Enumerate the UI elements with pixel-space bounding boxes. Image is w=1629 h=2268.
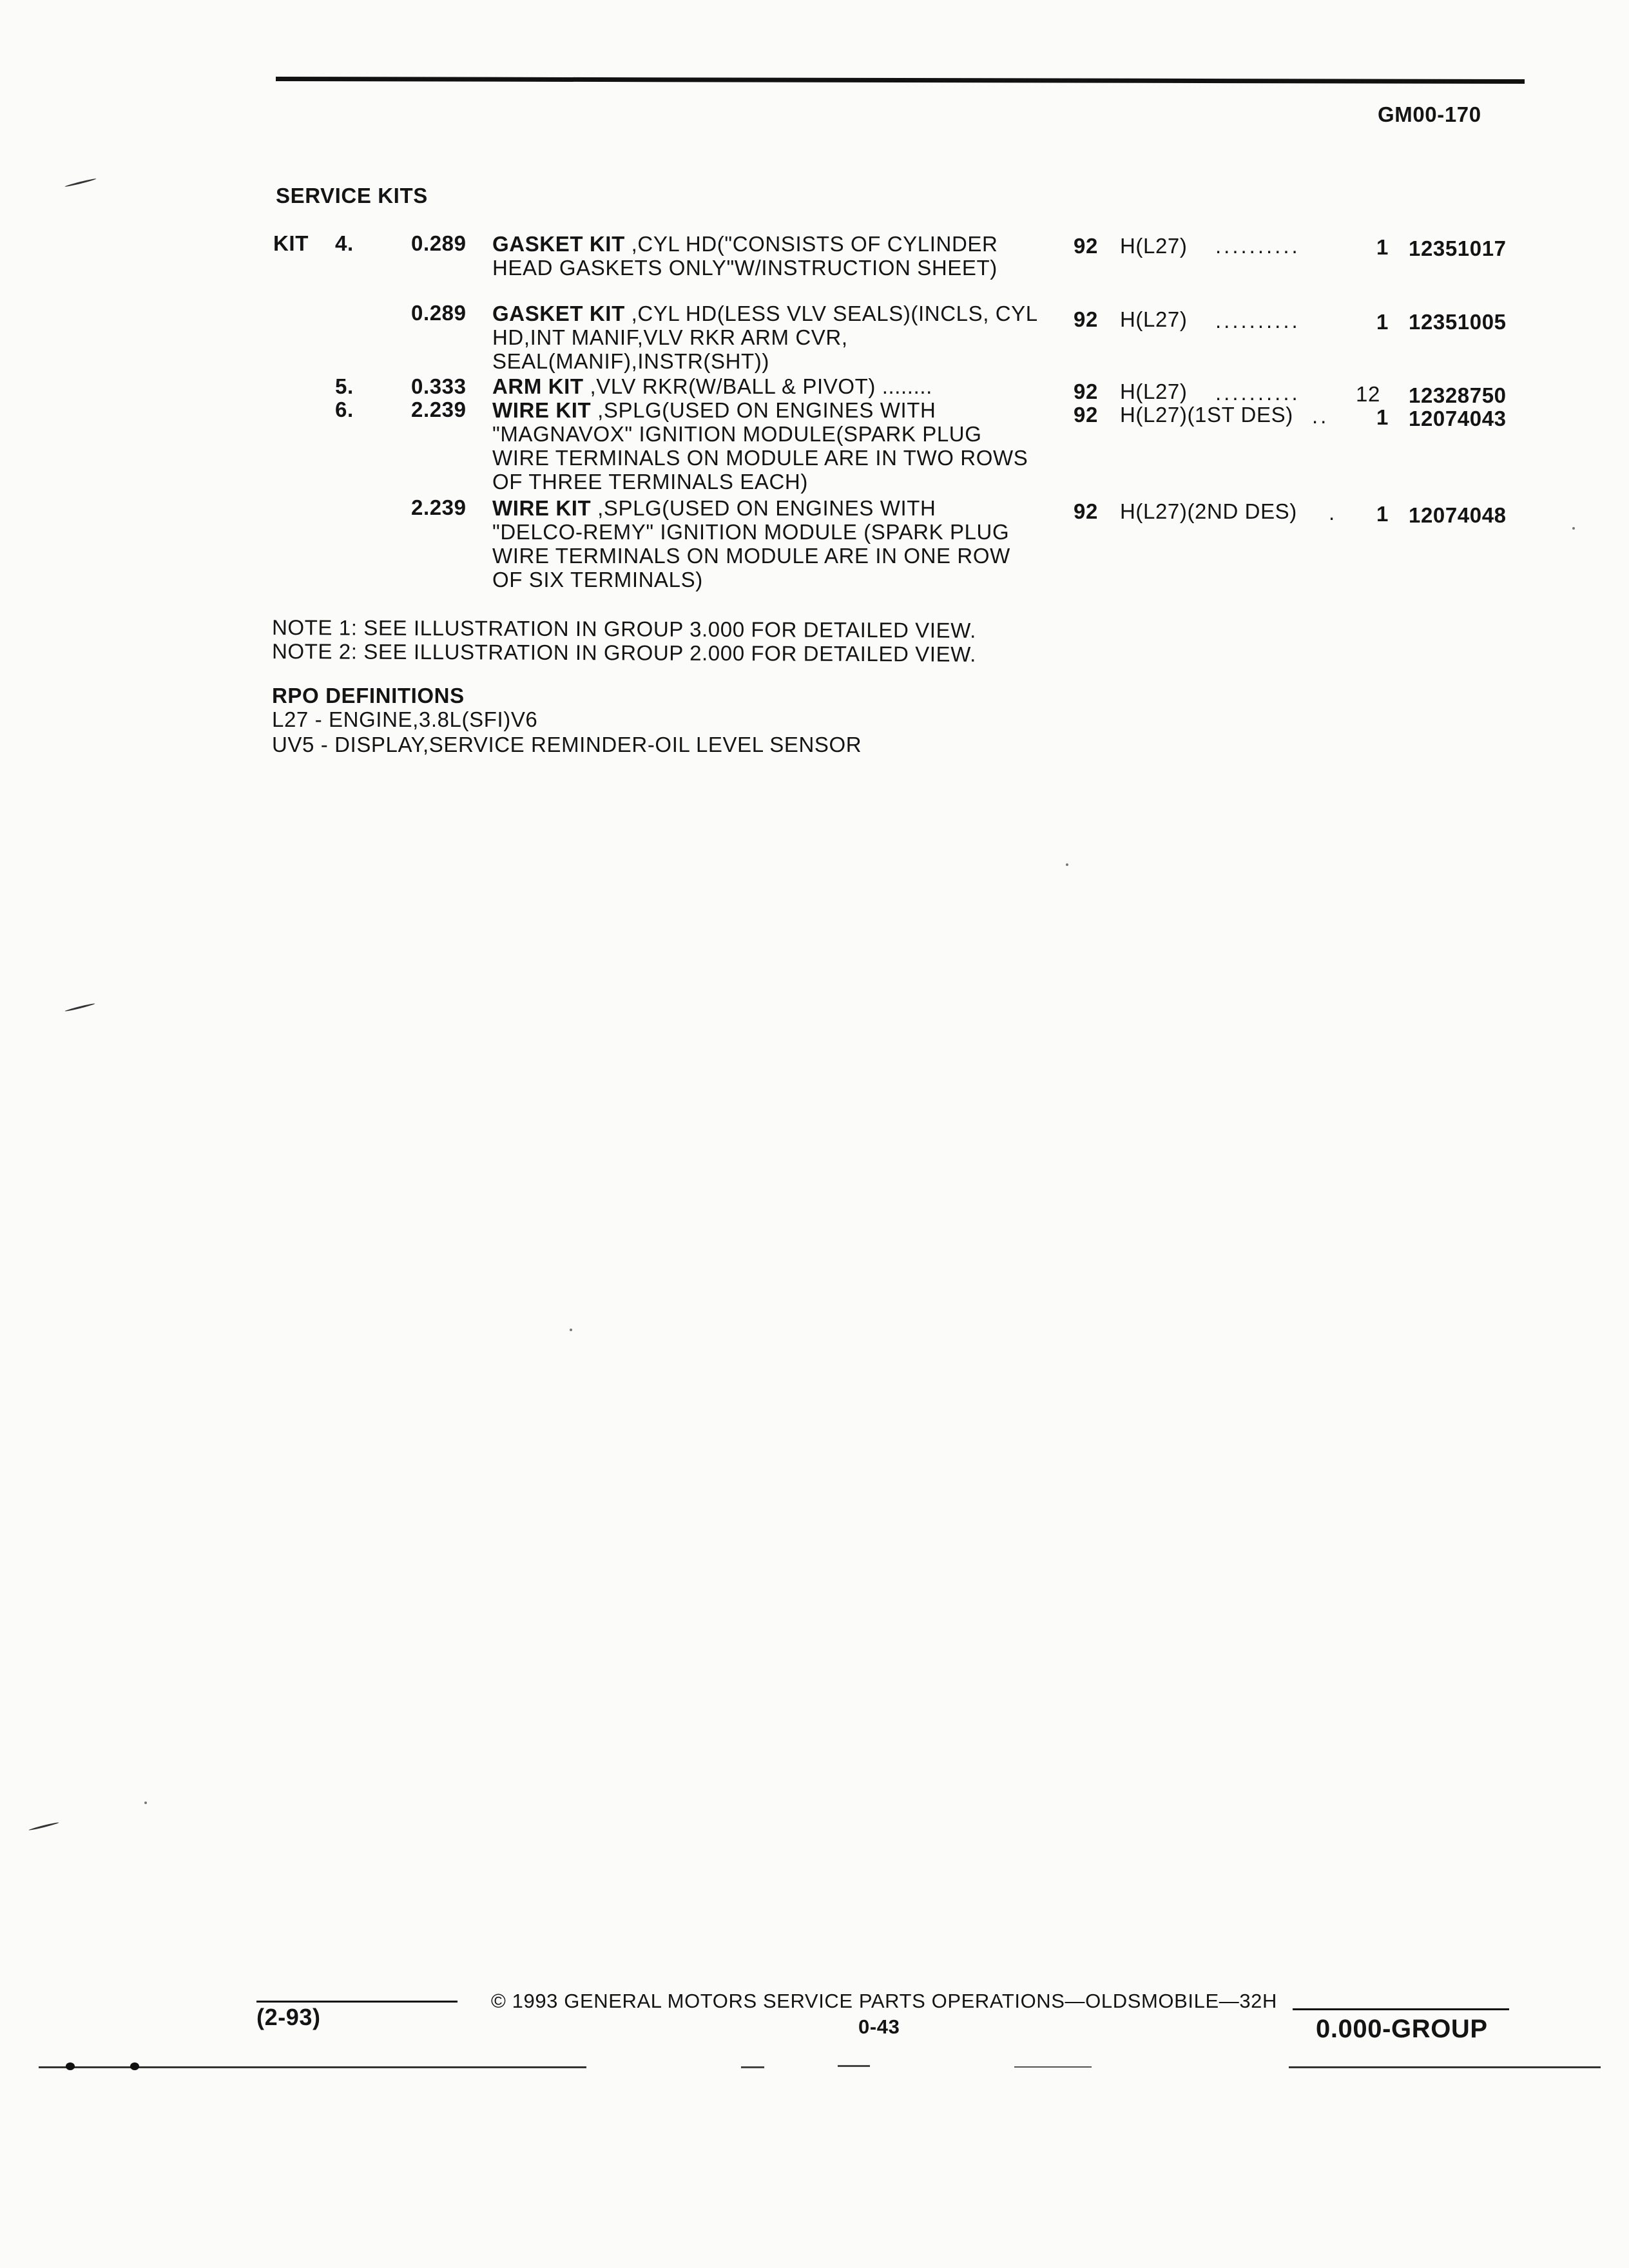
reference-number: 2.239 bbox=[411, 495, 467, 519]
part-detail: ,SPLG(USED ON ENGINES WITH "DELCO-REMY" IGNITION MODULE (SPARK PLUG WIRE TERMINALS ON MODULE ARE IN ONE ROW OF SIX TERMINALS) bbox=[492, 496, 1010, 591]
rpo-title: RPO DEFINITIONS bbox=[272, 684, 465, 707]
part-description bbox=[492, 496, 1014, 591]
application: H(L27)(1ST DES) bbox=[1120, 403, 1293, 427]
page-number: 0-43 bbox=[858, 2015, 900, 2038]
leader-dots: .......... bbox=[1215, 234, 1300, 258]
footer-right-rule bbox=[1293, 2008, 1509, 2010]
bottom-rule-left bbox=[39, 2066, 586, 2068]
rpo-definition: L27 - ENGINE,3.8L(SFI)V6 bbox=[272, 707, 538, 731]
punch-mark bbox=[64, 1003, 95, 1012]
revision-date: (2-93) bbox=[256, 2004, 321, 2030]
application: H(L27) bbox=[1120, 380, 1188, 403]
application: H(L27) bbox=[1120, 307, 1188, 331]
bottom-rule-dash bbox=[838, 2065, 870, 2067]
copyright: © 1993 GENERAL MOTORS SERVICE PARTS OPERATIONS—OLDSMOBILE—32H bbox=[491, 1990, 1277, 2012]
kit-label: KIT bbox=[273, 231, 309, 255]
document-code: GM00-170 bbox=[1378, 102, 1481, 126]
part-detail: ,SPLG(USED ON ENGINES WITH "MAGNAVOX" IGNITION MODULE(SPARK PLUG WIRE TERMINALS ON MODULE ARE IN TWO ROWS OF THREE TERMINALS EACH) bbox=[492, 398, 1028, 494]
bullet-dot bbox=[130, 2062, 139, 2070]
bottom-rule-right bbox=[1289, 2066, 1601, 2068]
quantity: 1 bbox=[1376, 405, 1389, 429]
part-name: GASKET KIT bbox=[492, 302, 625, 325]
model-year: 92 bbox=[1074, 234, 1098, 258]
model-year: 92 bbox=[1074, 307, 1098, 331]
model-year: 92 bbox=[1074, 403, 1098, 427]
part-description bbox=[492, 398, 1034, 494]
item-number: 4. bbox=[335, 231, 354, 255]
reference-number: 0.289 bbox=[411, 231, 467, 255]
note: NOTE 2: SEE ILLUSTRATION IN GROUP 2.000 FOR DETAILED VIEW. bbox=[271, 639, 976, 666]
quantity: 1 bbox=[1376, 310, 1389, 334]
leader-dots: . bbox=[1329, 501, 1335, 524]
part-number: 12074048 bbox=[1409, 503, 1507, 527]
group-label: 0.000-GROUP bbox=[1316, 2015, 1488, 2043]
note: NOTE 1: SEE ILLUSTRATION IN GROUP 3.000 FOR DETAILED VIEW. bbox=[271, 615, 976, 642]
punch-mark bbox=[28, 1821, 59, 1831]
part-description bbox=[492, 302, 1040, 373]
item-number: 5. bbox=[335, 374, 354, 398]
part-name: ARM KIT bbox=[492, 374, 584, 398]
bullet-dot bbox=[66, 2062, 75, 2070]
speckle bbox=[570, 1329, 572, 1331]
part-description bbox=[492, 232, 1040, 280]
speckle bbox=[1572, 527, 1575, 530]
quantity: 1 bbox=[1376, 502, 1389, 526]
part-name: GASKET KIT bbox=[492, 232, 625, 256]
quantity: 12 bbox=[1356, 382, 1380, 406]
part-number: 12328750 bbox=[1409, 383, 1507, 407]
application: H(L27)(2ND DES) bbox=[1120, 499, 1297, 523]
header-rule bbox=[276, 77, 1525, 84]
speckle bbox=[144, 1802, 147, 1804]
rpo-definition: UV5 - DISPLAY,SERVICE REMINDER-OIL LEVEL SENSOR bbox=[272, 733, 862, 756]
part-detail: ,CYL HD(LESS VLV SEALS)(INCLS, CYL HD,INT MANIF,VLV RKR ARM CVR, SEAL(MANIF),INSTR(SHT)) bbox=[492, 302, 1037, 373]
model-year: 92 bbox=[1074, 499, 1098, 523]
leader-dots: .. bbox=[1312, 404, 1329, 428]
part-detail: ,CYL HD("CONSISTS OF CYLINDER HEAD GASKETS ONLY"W/INSTRUCTION SHEET) bbox=[492, 232, 998, 280]
part-detail: ,VLV RKR(W/BALL & PIVOT) ........ bbox=[590, 374, 932, 398]
speckle bbox=[1066, 863, 1068, 866]
part-description bbox=[492, 375, 932, 398]
part-number: 12351005 bbox=[1409, 310, 1507, 334]
part-number: 12074043 bbox=[1409, 407, 1507, 430]
bottom-rule-dash bbox=[1014, 2066, 1092, 2068]
application: H(L27) bbox=[1120, 234, 1188, 258]
item-number: 6. bbox=[335, 398, 354, 421]
leader-dots: .......... bbox=[1215, 309, 1300, 332]
leader-dots: .......... bbox=[1215, 381, 1300, 405]
section-title: SERVICE KITS bbox=[276, 184, 428, 207]
reference-number: 0.289 bbox=[411, 301, 467, 325]
reference-number: 2.239 bbox=[411, 398, 467, 421]
part-number: 12351017 bbox=[1409, 236, 1507, 260]
bottom-rule-dash bbox=[741, 2066, 764, 2068]
reference-number: 0.333 bbox=[411, 374, 467, 398]
punch-mark bbox=[64, 178, 96, 187]
model-year: 92 bbox=[1074, 380, 1098, 403]
part-name: WIRE KIT bbox=[492, 398, 592, 422]
part-name: WIRE KIT bbox=[492, 496, 592, 520]
footer-left-rule bbox=[256, 2001, 458, 2003]
quantity: 1 bbox=[1376, 235, 1389, 259]
